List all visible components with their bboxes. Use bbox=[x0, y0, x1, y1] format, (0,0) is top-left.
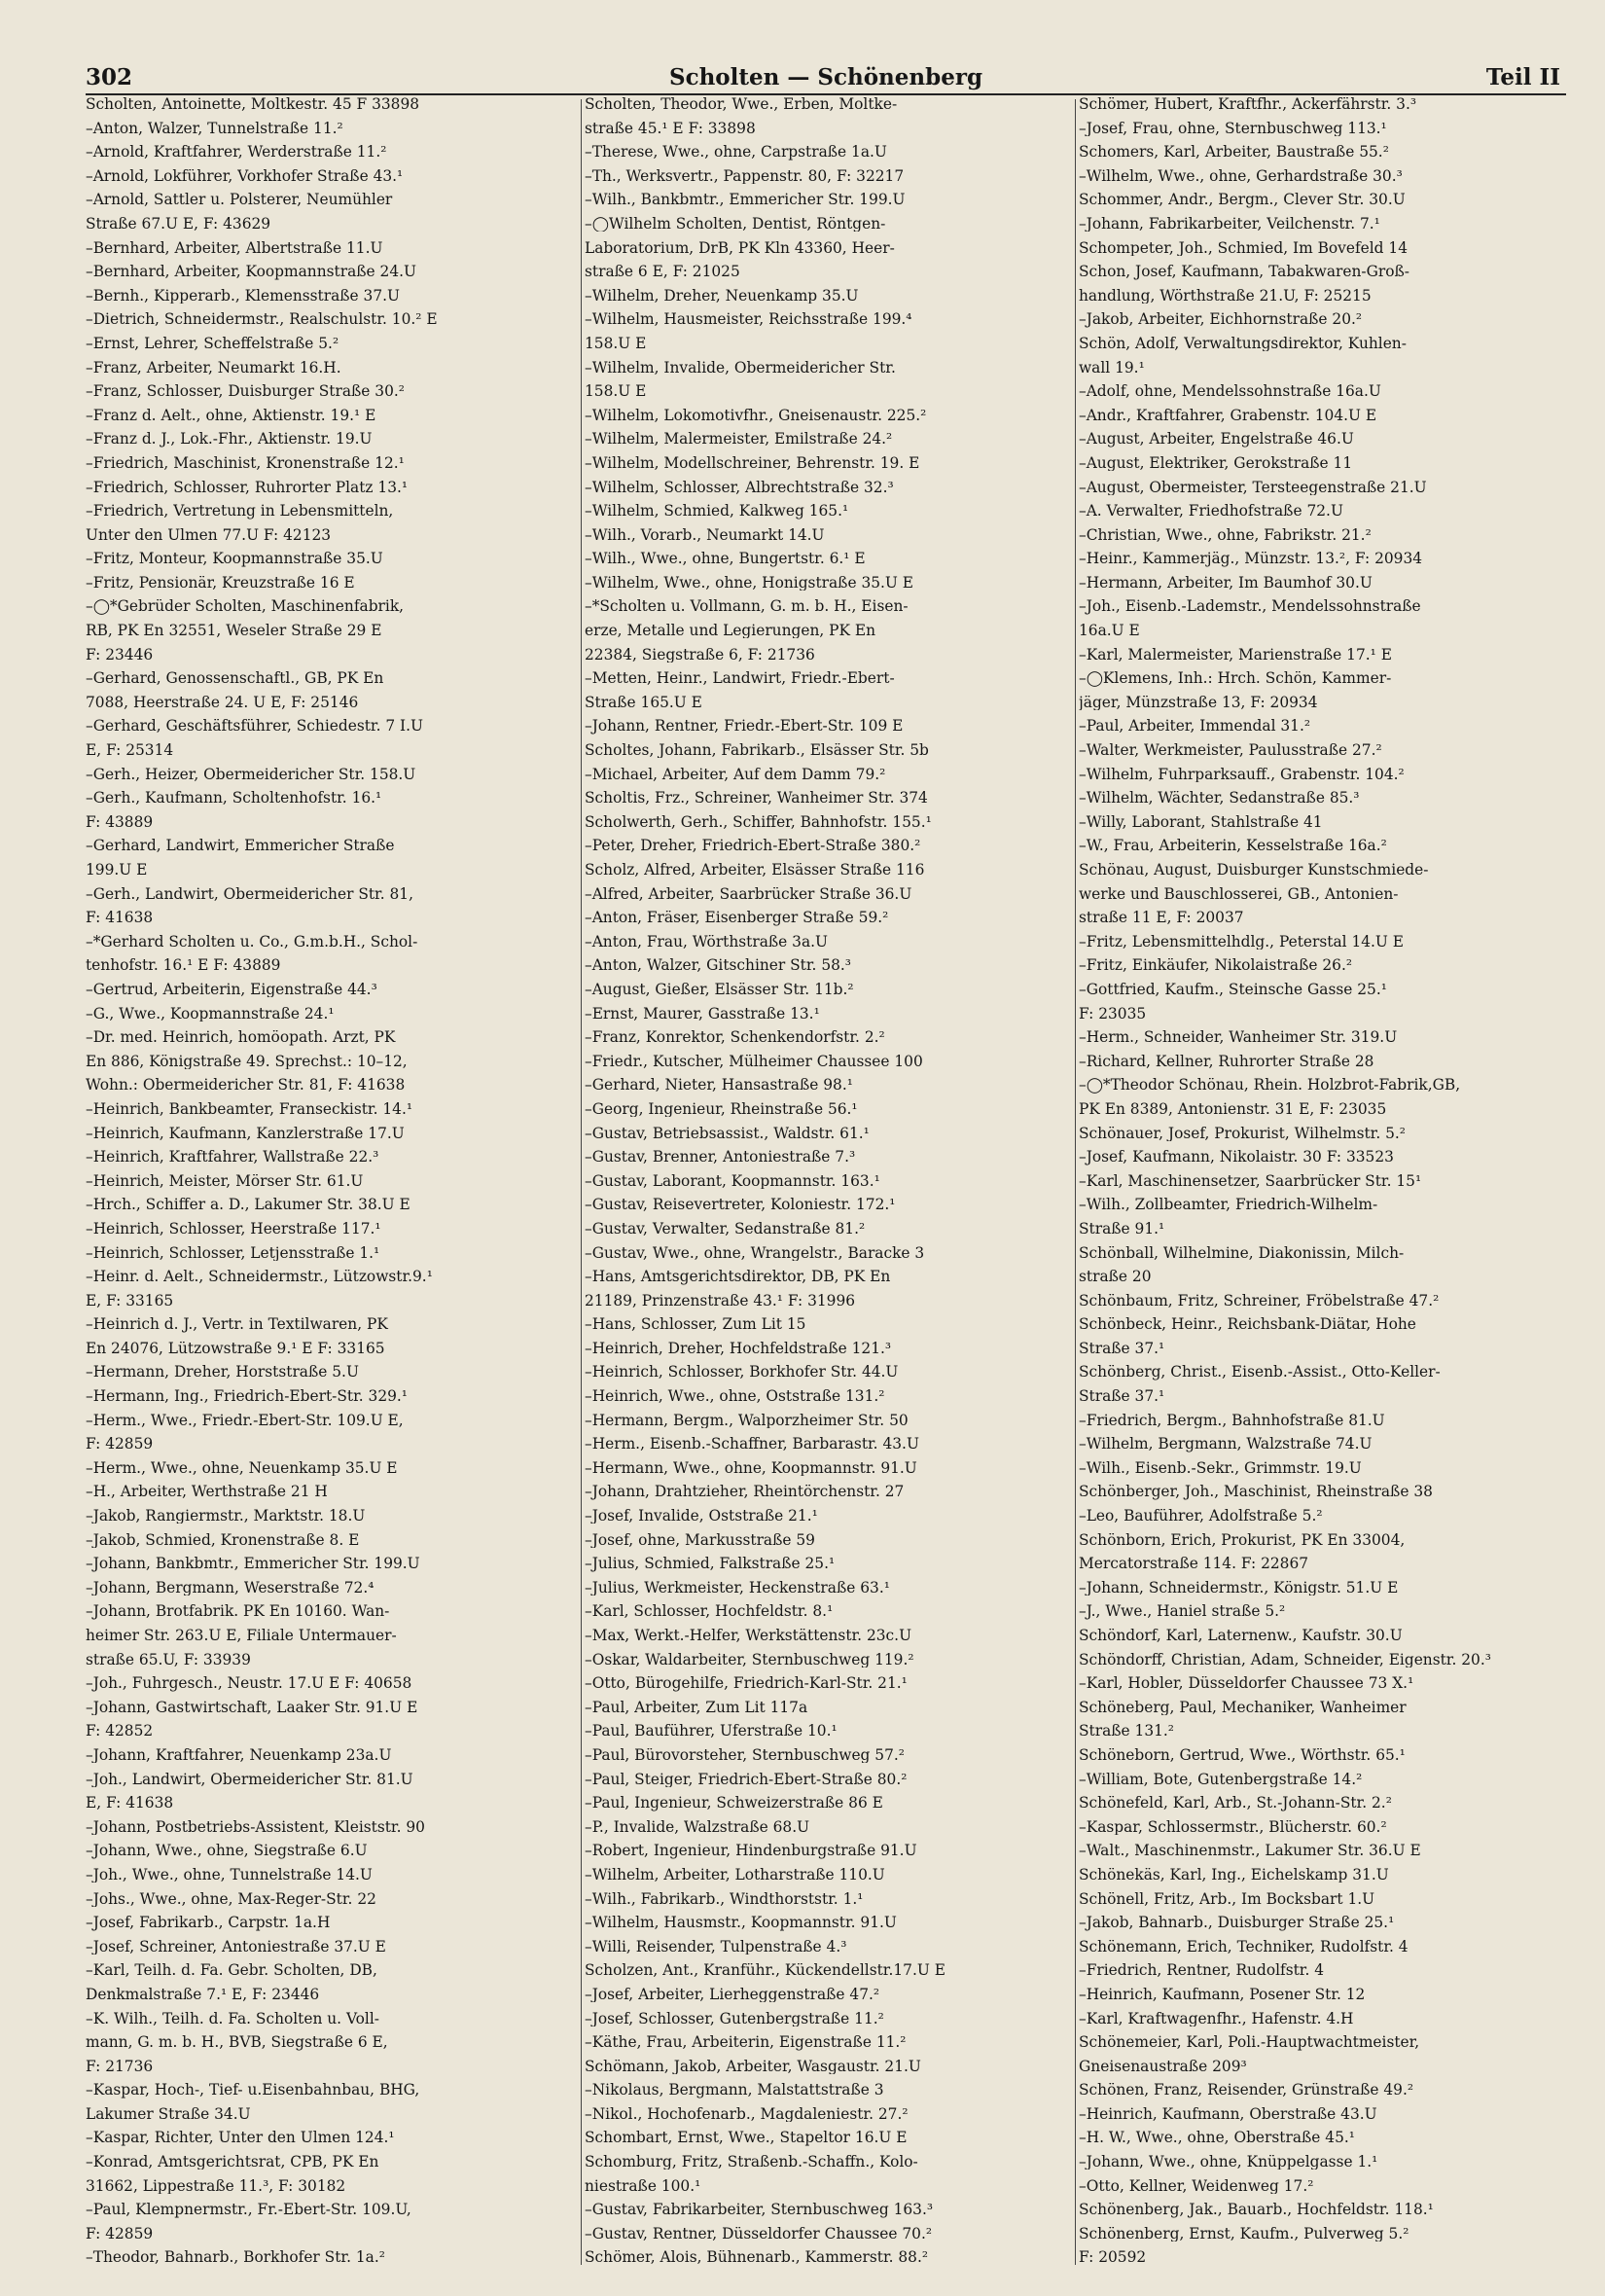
directory-entry-line: –Gertrud, Arbeiterin, Eigenstraße 44.³ bbox=[86, 982, 377, 998]
directory-entry-line: –Nikol., Hochofenarb., Magdaleniestr. 27.² bbox=[585, 2106, 909, 2123]
directory-entry-line: Schönell, Fritz, Arb., Im Bocksbart 1.U bbox=[1079, 1891, 1375, 1907]
directory-entry-line: Schönberger, Joh., Maschinist, Rheinstraße 38 bbox=[1079, 1485, 1433, 1500]
directory-entry-line: E, F: 25314 bbox=[86, 743, 174, 759]
directory-entry-line: Schompeter, Joh., Schmied, Im Bovefeld 14 bbox=[1079, 240, 1408, 256]
directory-entry-line: –Bernh., Kipperarb., Klemensstraße 37.U bbox=[86, 288, 401, 305]
directory-entry-line: –Bernhard, Arbeiter, Koopmannstraße 24.U bbox=[86, 265, 416, 280]
directory-entry-line: 158.U E bbox=[585, 384, 647, 400]
directory-entry-line: –Johann, Fabrikarbeiter, Veilchenstr. 7.¹ bbox=[1079, 216, 1380, 233]
directory-entry-line: –Heinrich, Kaufmann, Kanzlerstraße 17.U bbox=[86, 1126, 405, 1141]
directory-entry-line: heimer Str. 263.U E, Filiale Untermauer- bbox=[86, 1629, 397, 1644]
directory-entry-line: –Karl, Malermeister, Marienstraße 17.¹ E bbox=[1079, 647, 1392, 664]
directory-entry-line: –Wilhelm, Modellschreiner, Behrenstr. 19. E bbox=[585, 455, 920, 472]
directory-entry-line: –Paul, Bauführer, Uferstraße 10.¹ bbox=[585, 1724, 838, 1740]
directory-entry-line: F: 42852 bbox=[86, 1724, 154, 1740]
directory-entry-line: –Hermann, Dreher, Horststraße 5.U bbox=[86, 1365, 359, 1381]
directory-entry-line: Scholten, Theodor, Wwe., Erben, Moltke- bbox=[585, 97, 898, 113]
directory-entry-line: –Karl, Teilh. d. Fa. Gebr. Scholten, DB, bbox=[86, 1963, 377, 1979]
directory-entry-line: –◯*Theodor Schönau, Rhein. Holzbrot-Fabrik,GB, bbox=[1079, 1078, 1461, 1094]
directory-entry-line: –Josef, Invalide, Oststraße 21.¹ bbox=[585, 1509, 818, 1525]
directory-entry-line: F: 20592 bbox=[1079, 2250, 1147, 2266]
directory-entry-line: –Wilhelm, Bergmann, Walzstraße 74.U bbox=[1079, 1437, 1373, 1453]
directory-entry-line: –Franz, Schlosser, Duisburger Straße 30.² bbox=[86, 384, 405, 400]
part-label: Teil II bbox=[1485, 64, 1560, 90]
directory-entry-line: –Th., Werksvertr., Pappenstr. 80, F: 32217 bbox=[585, 168, 905, 185]
directory-entry-line: –Max, Werkt.-Helfer, Werkstättenstr. 23c.U bbox=[585, 1629, 912, 1644]
directory-entry-line: werke und Bauschlosserei, GB., Antonien- bbox=[1079, 886, 1399, 902]
directory-entry-line: –Wilhelm, Hausmstr., Koopmannstr. 91.U bbox=[585, 1916, 897, 1931]
directory-entry-line: –Josef, Arbeiter, Lierheggenstraße 47.² bbox=[585, 1987, 880, 2003]
directory-entry-line: –Gustav, Fabrikarbeiter, Sternbuschweg 163.³ bbox=[585, 2203, 934, 2218]
directory-entry-line: F: 42859 bbox=[86, 2226, 154, 2242]
directory-entry-line: –Paul, Ingenieur, Schweizerstraße 86 E bbox=[585, 1796, 883, 1812]
directory-entry-line: –Alfred, Arbeiter, Saarbrücker Straße 36.U bbox=[585, 886, 912, 902]
directory-entry-line: PK En 8389, Antonienstr. 31 E, F: 23035 bbox=[1079, 1101, 1387, 1118]
directory-entry-line: Mercatorstraße 114. F: 22867 bbox=[1079, 1557, 1309, 1572]
directory-entry-line: –Paul, Arbeiter, Zum Lit 117a bbox=[585, 1700, 808, 1716]
directory-entry-line: F: 43889 bbox=[86, 814, 154, 831]
directory-entry-line: handlung, Wörthstraße 21.U, F: 25215 bbox=[1079, 288, 1372, 305]
directory-entry-line: –August, Gießer, Elsässer Str. 11b.² bbox=[585, 982, 854, 998]
directory-entry-line: –Hans, Amtsgerichtsdirektor, DB, PK En bbox=[585, 1270, 891, 1285]
directory-entry-line: –Wilh., Vorarb., Neumarkt 14.U bbox=[585, 527, 825, 544]
directory-entry-line: mann, G. m. b. H., BVB, Siegstraße 6 E, bbox=[86, 2035, 388, 2051]
directory-entry-line: –Anton, Fräser, Eisenberger Straße 59.² bbox=[585, 911, 889, 926]
directory-entry-line: –Herm., Eisenb.-Schaffner, Barbarastr. 43.U bbox=[585, 1437, 919, 1453]
directory-entry-line: –Johann, Kraftfahrer, Neuenkamp 23a.U bbox=[86, 1747, 392, 1764]
directory-entry-line: straße 45.¹ E F: 33898 bbox=[585, 121, 756, 136]
directory-entry-line: Lakumer Straße 34.U bbox=[86, 2106, 251, 2123]
directory-entry-line: Schömer, Hubert, Kraftfhr., Ackerfährstr. 3.³ bbox=[1079, 97, 1417, 113]
directory-entry-line: –◯*Gebrüder Scholten, Maschinenfabrik, bbox=[86, 599, 405, 615]
directory-entry-line: F: 23035 bbox=[1079, 1006, 1147, 1022]
directory-entry-line: –Joh., Wwe., ohne, Tunnelstraße 14.U bbox=[86, 1867, 373, 1883]
directory-entry-line: Denkmalstraße 7.¹ E, F: 23446 bbox=[86, 1987, 320, 2003]
directory-entry-line: Schöneberg, Paul, Mechaniker, Wanheimer bbox=[1079, 1700, 1407, 1716]
directory-entry-line: –Oskar, Waldarbeiter, Sternbuschweg 119.² bbox=[585, 1652, 914, 1668]
directory-entry-line: Schönekäs, Karl, Ing., Eichelskamp 31.U bbox=[1079, 1867, 1389, 1883]
column-1 bbox=[86, 97, 577, 2267]
directory-entry-line: Straße 37.¹ bbox=[1079, 1389, 1165, 1405]
directory-entry-line: Wohn.: Obermeidericher Str. 81, F: 41638 bbox=[86, 1078, 406, 1094]
directory-entry-line: Schöndorff, Christian, Adam, Schneider, Eigenstr. 20.³ bbox=[1079, 1652, 1491, 1668]
directory-entry-line: –Leo, Bauführer, Adolfstraße 5.² bbox=[1079, 1509, 1323, 1525]
directory-entry-line: –Wilhelm, Invalide, Obermeidericher Str. bbox=[585, 360, 896, 376]
directory-entry-line: Schönball, Wilhelmine, Diakonissin, Milch- bbox=[1079, 1245, 1405, 1261]
directory-entry-line: –Friedrich, Vertretung in Lebensmitteln, bbox=[86, 504, 394, 520]
directory-entry-line: –Gerhard, Genossenschaftl., GB, PK En bbox=[86, 671, 384, 687]
directory-entry-line: –Gerh., Heizer, Obermeidericher Str. 158.U bbox=[86, 767, 416, 783]
directory-entry-line: –Dr. med. Heinrich, homöopath. Arzt, PK bbox=[86, 1030, 396, 1046]
directory-entry-line: –Gerh., Kaufmann, Scholtenhofstr. 16.¹ bbox=[86, 791, 382, 807]
directory-entry-line: –Heinrich, Kraftfahrer, Wallstraße 22.³ bbox=[86, 1150, 379, 1166]
directory-entry-line: –G., Wwe., Koopmannstraße 24.¹ bbox=[86, 1006, 335, 1022]
directory-entry-line: –P., Invalide, Walzstraße 68.U bbox=[585, 1819, 810, 1836]
directory-entry-line: –Anton, Walzer, Gitschiner Str. 58.³ bbox=[585, 958, 851, 974]
directory-entry-line: Schönbaum, Fritz, Schreiner, Fröbelstraße 47.² bbox=[1079, 1293, 1440, 1309]
directory-entry-line: jäger, Münzstraße 13, F: 20934 bbox=[1079, 695, 1318, 711]
directory-entry-line: –Wilhelm, Fuhrparksauff., Grabenstr. 104.² bbox=[1079, 767, 1405, 783]
directory-entry-line: Schönemeier, Karl, Poli.-Hauptwachtmeister, bbox=[1079, 2035, 1420, 2051]
directory-entry-line: –Hrch., Schiffer a. D., Lakumer Str. 38.U E bbox=[86, 1198, 410, 1213]
directory-entry-line: 16a.U E bbox=[1079, 624, 1140, 639]
directory-entry-line: –Karl, Maschinensetzer, Saarbrücker Str. 15¹ bbox=[1079, 1173, 1422, 1190]
directory-entry-line: –Franz d. J., Lok.-Fhr., Aktienstr. 19.U bbox=[86, 432, 373, 448]
directory-entry-line: Schönberg, Christ., Eisenb.-Assist., Otto-Keller- bbox=[1079, 1365, 1441, 1381]
directory-entry-line: –Paul, Klempnermstr., Fr.-Ebert-Str. 109.U, bbox=[86, 2203, 411, 2218]
directory-entry-line: –Josef, Kaufmann, Nikolaistr. 30 F: 33523 bbox=[1079, 1150, 1394, 1166]
directory-entry-line: –Otto, Kellner, Weidenweg 17.² bbox=[1079, 2178, 1314, 2195]
directory-entry-line: –Metten, Heinr., Landwirt, Friedr.-Ebert- bbox=[585, 671, 895, 687]
directory-entry-line: –Heinrich, Kaufmann, Posener Str. 12 bbox=[1079, 1987, 1366, 2003]
directory-entry-line: –Jakob, Arbeiter, Eichhornstraße 20.² bbox=[1079, 312, 1363, 328]
directory-entry-line: –A. Verwalter, Friedhofstraße 72.U bbox=[1079, 504, 1343, 520]
directory-entry-line: Schön, Adolf, Verwaltungsdirektor, Kuhlen- bbox=[1079, 336, 1407, 352]
directory-entry-line: –Willi, Reisender, Tulpenstraße 4.³ bbox=[585, 1939, 847, 1955]
page-header bbox=[86, 58, 1566, 93]
directory-entry-line: –Gottfried, Kaufm., Steinsche Gasse 25.¹ bbox=[1079, 982, 1387, 998]
directory-entry-line: –Heinr., Kammerjäg., Münzstr. 13.², F: 20934 bbox=[1079, 552, 1423, 567]
directory-entry-line: Schönau, August, Duisburger Kunstschmiede- bbox=[1079, 863, 1429, 879]
directory-entry-line: Schönemann, Erich, Techniker, Rudolfstr. 4 bbox=[1079, 1939, 1409, 1955]
directory-entry-line: Unter den Ulmen 77.U F: 42123 bbox=[86, 527, 332, 544]
directory-entry-line: –Hermann, Ing., Friedrich-Ebert-Str. 329.¹ bbox=[86, 1389, 408, 1405]
directory-entry-line: straße 20 bbox=[1079, 1270, 1152, 1285]
directory-entry-line: –Wilhelm, Wächter, Sedanstraße 85.³ bbox=[1079, 791, 1360, 807]
directory-entry-line: –Paul, Arbeiter, Immendal 31.² bbox=[1079, 719, 1311, 735]
directory-entry-line: Schon, Josef, Kaufmann, Tabakwaren-Groß- bbox=[1079, 265, 1409, 280]
directory-entry-line: F: 21736 bbox=[86, 2059, 154, 2075]
directory-entry-line: –Fritz, Einkäufer, Nikolaistraße 26.² bbox=[1079, 958, 1353, 974]
directory-entry-line: –Hermann, Bergm., Walporzheimer Str. 50 bbox=[585, 1413, 909, 1429]
directory-entry-line: –Joh., Fuhrgesch., Neustr. 17.U E F: 40658 bbox=[86, 1676, 412, 1692]
directory-entry-line: –Wilhelm, Malermeister, Emilstraße 24.² bbox=[585, 432, 893, 448]
directory-entry-line: Schomburg, Fritz, Straßenb.-Schaffn., Kolo- bbox=[585, 2155, 918, 2170]
directory-entry-line: 199.U E bbox=[86, 863, 148, 879]
directory-entry-line: –Walt., Maschinenmstr., Lakumer Str. 36.U E bbox=[1079, 1844, 1421, 1859]
directory-entry-line: –Gustav, Rentner, Düsseldorfer Chaussee 70.² bbox=[585, 2226, 933, 2242]
directory-entry-line: –Arnold, Lokführer, Vorkhofer Straße 43.¹ bbox=[86, 168, 404, 185]
directory-entry-line: –*Gerhard Scholten u. Co., G.m.b.H., Schol- bbox=[86, 934, 418, 951]
directory-entry-line: –Käthe, Frau, Arbeiterin, Eigenstraße 11.² bbox=[585, 2035, 907, 2051]
directory-entry-line: –Herm., Wwe., Friedr.-Ebert-Str. 109.U E, bbox=[86, 1413, 404, 1429]
directory-entry-line: tenhofstr. 16.¹ E F: 43889 bbox=[86, 958, 281, 974]
directory-entry-line: –Wilhelm, Arbeiter, Lotharstraße 110.U bbox=[585, 1867, 885, 1883]
directory-entry-line: –Johs., Wwe., ohne, Max-Reger-Str. 22 bbox=[86, 1891, 376, 1907]
directory-entry-line: –Dietrich, Schneidermstr., Realschulstr. 10.² E bbox=[86, 312, 438, 328]
directory-entry-line: –Otto, Bürogehilfe, Friedrich-Karl-Str. 21.¹ bbox=[585, 1676, 908, 1692]
directory-entry-line: Straße 37.¹ bbox=[1079, 1341, 1165, 1357]
directory-entry-line: –Heinr. d. Aelt., Schneidermstr., Lützowstr.9.¹ bbox=[86, 1270, 433, 1285]
directory-entry-line: –Heinrich d. J., Vertr. in Textilwaren, PK bbox=[86, 1317, 388, 1333]
directory-entry-line: Laboratorium, DrB, PK Kln 43360, Heer- bbox=[585, 240, 895, 256]
directory-entry-line: –Wilhelm, Schmied, Kalkweg 165.¹ bbox=[585, 504, 849, 520]
directory-entry-line: –H., Arbeiter, Werthstraße 21 H bbox=[86, 1485, 328, 1500]
directory-entry-line: –◯Wilhelm Scholten, Dentist, Röntgen- bbox=[585, 216, 886, 233]
directory-entry-line: Schommer, Andr., Bergm., Clever Str. 30.U bbox=[1079, 193, 1406, 208]
directory-entry-line: Straße 91.¹ bbox=[1079, 1221, 1165, 1238]
directory-entry-line: F: 23446 bbox=[86, 647, 154, 664]
directory-entry-line: erze, Metalle und Legierungen, PK En bbox=[585, 624, 876, 639]
directory-entry-line: –Heinrich, Dreher, Hochfeldstraße 121.³ bbox=[585, 1341, 892, 1357]
directory-entry-line: Straße 131.² bbox=[1079, 1724, 1174, 1740]
directory-entry-line: 158.U E bbox=[585, 336, 647, 352]
directory-entry-line: –Friedrich, Bergm., Bahnhofstraße 81.U bbox=[1079, 1413, 1385, 1429]
directory-entry-line: Schomers, Karl, Arbeiter, Baustraße 55.² bbox=[1079, 145, 1389, 161]
directory-entry-line: –Franz, Konrektor, Schenkendorfstr. 2.² bbox=[585, 1030, 885, 1046]
directory-entry-line: straße 11 E, F: 20037 bbox=[1079, 911, 1244, 926]
directory-entry-line: –Josef, Schlosser, Gutenbergstraße 11.² bbox=[585, 2011, 884, 2027]
directory-entry-line: Schönbeck, Heinr., Reichsbank-Diätar, Hohe bbox=[1079, 1317, 1416, 1333]
directory-entry-line: –Josef, ohne, Markusstraße 59 bbox=[585, 1532, 815, 1549]
directory-entry-line: –Gustav, Betriebsassist., Waldstr. 61.¹ bbox=[585, 1126, 870, 1141]
directory-entry-line: –Paul, Steiger, Friedrich-Ebert-Straße 80.² bbox=[585, 1772, 908, 1787]
directory-entry-line: –Herm., Wwe., ohne, Neuenkamp 35.U E bbox=[86, 1460, 398, 1477]
column-3 bbox=[1079, 97, 1575, 2267]
directory-entry-line: –Karl, Kraftwagenfhr., Hafenstr. 4.H bbox=[1079, 2011, 1354, 2027]
directory-entry-line: straße 6 E, F: 21025 bbox=[585, 265, 740, 280]
directory-entry-line: –Therese, Wwe., ohne, Carpstraße 1a.U bbox=[585, 145, 887, 161]
directory-entry-line: Scholzen, Ant., Kranführ., Kückendellstr.17.U E bbox=[585, 1963, 945, 1979]
directory-entry-line: RB, PK En 32551, Weseler Straße 29 E bbox=[86, 624, 382, 639]
directory-entry-line: –Johann, Brotfabrik. PK En 10160. Wan- bbox=[86, 1604, 390, 1620]
directory-entry-line: –Hans, Schlosser, Zum Lit 15 bbox=[585, 1317, 806, 1333]
directory-entry-line: –Bernhard, Arbeiter, Albertstraße 11.U bbox=[86, 240, 383, 256]
directory-entry-line: –Adolf, ohne, Mendelssohnstraße 16a.U bbox=[1079, 384, 1381, 400]
directory-entry-line: –Wilhelm, Wwe., ohne, Honigstraße 35.U E bbox=[585, 575, 914, 592]
directory-entry-line: –Richard, Kellner, Ruhrorter Straße 28 bbox=[1079, 1054, 1374, 1070]
directory-entry-line: –Heinrich, Schlosser, Heerstraße 117.¹ bbox=[86, 1221, 381, 1238]
directory-entry-line: –Johann, Postbetriebs-Assistent, Kleiststr. 90 bbox=[86, 1819, 425, 1836]
directory-entry-line: –Wilhelm, Lokomotivfhr., Gneisenaustr. 225.² bbox=[585, 408, 927, 424]
directory-entry-line: –Joh., Landwirt, Obermeidericher Str. 81.U bbox=[86, 1772, 413, 1787]
directory-entry-line: –Nikolaus, Bergmann, Malstattstraße 3 bbox=[585, 2083, 884, 2099]
directory-entry-line: –Friedr., Kutscher, Mülheimer Chaussee 100 bbox=[585, 1054, 923, 1070]
directory-entry-line: Schömann, Jakob, Arbeiter, Wasgaustr. 21.U bbox=[585, 2059, 921, 2075]
directory-entry-line: –Gerhard, Nieter, Hansastraße 98.¹ bbox=[585, 1078, 853, 1094]
directory-entry-line: –Michael, Arbeiter, Auf dem Damm 79.² bbox=[585, 767, 886, 783]
directory-entry-line: –Julius, Schmied, Falkstraße 25.¹ bbox=[585, 1557, 836, 1572]
directory-entry-line: –Franz d. Aelt., ohne, Aktienstr. 19.¹ E bbox=[86, 408, 376, 424]
directory-entry-line: –H. W., Wwe., ohne, Oberstraße 45.¹ bbox=[1079, 2131, 1355, 2146]
directory-entry-line: –Kaspar, Richter, Unter den Ulmen 124.¹ bbox=[86, 2131, 395, 2146]
directory-entry-line: –Johann, Gastwirtschaft, Laaker Str. 91.U E bbox=[86, 1700, 418, 1716]
directory-entry-line: –Walter, Werkmeister, Paulusstraße 27.² bbox=[1079, 743, 1382, 759]
directory-entry-line: –Jakob, Bahnarb., Duisburger Straße 25.¹ bbox=[1079, 1916, 1395, 1931]
directory-entry-line: Straße 165.U E bbox=[585, 695, 702, 711]
directory-entry-line: –Gustav, Reisevertreter, Koloniestr. 172.¹ bbox=[585, 1198, 896, 1213]
directory-entry-line: –Wilhelm, Hausmeister, Reichsstraße 199.⁴ bbox=[585, 312, 912, 328]
directory-entry-line: –Wilh., Wwe., ohne, Bungertstr. 6.¹ E bbox=[585, 552, 866, 567]
directory-entry-line: En 24076, Lützowstraße 9.¹ E F: 33165 bbox=[86, 1341, 385, 1357]
directory-entry-line: –Jakob, Schmied, Kronenstraße 8. E bbox=[86, 1532, 360, 1549]
directory-entry-line: –Heinrich, Schlosser, Letjensstraße 1.¹ bbox=[86, 1245, 380, 1261]
directory-entry-line: Schönborn, Erich, Prokurist, PK En 33004, bbox=[1079, 1532, 1406, 1549]
directory-entry-line: –Friedrich, Schlosser, Ruhrorter Platz 13.¹ bbox=[86, 480, 409, 495]
directory-entry-line: –Karl, Hobler, Düsseldorfer Chaussee 73 X.¹ bbox=[1079, 1676, 1414, 1692]
directory-entry-line: Schönefeld, Karl, Arb., St.-Johann-Str. 2.² bbox=[1079, 1796, 1392, 1812]
directory-entry-line: –Johann, Wwe., ohne, Knüppelgasse 1.¹ bbox=[1079, 2155, 1378, 2170]
directory-entry-line: Scholten, Antoinette, Moltkestr. 45 F 33898 bbox=[86, 97, 420, 113]
directory-entry-line: –◯Klemens, Inh.: Hrch. Schön, Kammer- bbox=[1079, 671, 1392, 687]
directory-entry-line: –Friedrich, Maschinist, Kronenstraße 12.¹ bbox=[86, 455, 405, 472]
directory-entry-line: –Joh., Eisenb.-Lademstr., Mendelssohnstraße bbox=[1079, 599, 1421, 615]
column-divider bbox=[1075, 99, 1076, 2265]
directory-entry-line: –Hermann, Wwe., ohne, Koopmannstr. 91.U bbox=[585, 1460, 917, 1477]
directory-entry-line: –K. Wilh., Teilh. d. Fa. Scholten u. Voll- bbox=[86, 2011, 379, 2027]
directory-entry-line: niestraße 100.¹ bbox=[585, 2178, 701, 2195]
directory-entry-line: –Hermann, Arbeiter, Im Baumhof 30.U bbox=[1079, 575, 1373, 592]
directory-entry-line: Gneisenaustraße 209³ bbox=[1079, 2059, 1247, 2075]
directory-entry-line: –Ernst, Lehrer, Scheffelstraße 5.² bbox=[86, 336, 339, 352]
directory-entry-line: –Wilh., Bankbmtr., Emmericher Str. 199.U bbox=[585, 193, 906, 208]
directory-entry-line: En 886, Königstraße 49. Sprechst.: 10–12, bbox=[86, 1054, 408, 1070]
directory-entry-line: straße 65.U, F: 33939 bbox=[86, 1652, 251, 1668]
directory-entry-line: –Wilh., Fabrikarb., Windthorststr. 1.¹ bbox=[585, 1891, 864, 1907]
directory-entry-line: –Friedrich, Rentner, Rudolfstr. 4 bbox=[1079, 1963, 1325, 1979]
directory-entry-line: –Gerhard, Landwirt, Emmericher Straße bbox=[86, 839, 395, 854]
directory-entry-line: –August, Elektriker, Gerokstraße 11 bbox=[1079, 455, 1353, 472]
directory-entry-line: F: 41638 bbox=[86, 911, 154, 926]
directory-entry-line: –Wilhelm, Schlosser, Albrechtstraße 32.³ bbox=[585, 480, 894, 495]
directory-entry-line: –Karl, Schlosser, Hochfeldstr. 8.¹ bbox=[585, 1604, 834, 1620]
directory-entry-line: E, F: 41638 bbox=[86, 1796, 174, 1812]
directory-entry-line: –Peter, Dreher, Friedrich-Ebert-Straße 380.² bbox=[585, 839, 921, 854]
directory-entry-line: –Wilh., Eisenb.-Sekr., Grimmstr. 19.U bbox=[1079, 1460, 1362, 1477]
directory-entry-line: –Fritz, Monteur, Koopmannstraße 35.U bbox=[86, 552, 383, 567]
directory-entry-line: –August, Arbeiter, Engelstraße 46.U bbox=[1079, 432, 1354, 448]
directory-entry-line: 21189, Prinzenstraße 43.¹ F: 31996 bbox=[585, 1293, 856, 1309]
directory-entry-line: E, F: 33165 bbox=[86, 1293, 174, 1309]
directory-entry-line: –Willy, Laborant, Stahlstraße 41 bbox=[1079, 814, 1323, 831]
directory-entry-line: 22384, Siegstraße 6, F: 21736 bbox=[585, 647, 815, 664]
directory-entry-line: Schönenberg, Ernst, Kaufm., Pulverweg 5.² bbox=[1079, 2226, 1409, 2242]
directory-entry-line: Schönenberg, Jak., Bauarb., Hochfeldstr. 118.¹ bbox=[1079, 2203, 1434, 2218]
directory-entry-line: Scholtis, Frz., Schreiner, Wanheimer Str. 374 bbox=[585, 791, 928, 807]
directory-entry-line: 31662, Lippestraße 11.³, F: 30182 bbox=[86, 2178, 346, 2195]
directory-entry-line: –Johann, Wwe., ohne, Siegstraße 6.U bbox=[86, 1844, 368, 1859]
directory-entry-line: –William, Bote, Gutenbergstraße 14.² bbox=[1079, 1772, 1363, 1787]
directory-entry-line: Scholwerth, Gerh., Schiffer, Bahnhofstr. 155.¹ bbox=[585, 814, 932, 831]
directory-entry-line: –Josef, Fabrikarb., Carpstr. 1a.H bbox=[86, 1916, 331, 1931]
directory-entry-line: –Kaspar, Hoch-, Tief- u.Eisenbahnbau, BHG, bbox=[86, 2083, 420, 2099]
directory-entry-line: –Gustav, Wwe., ohne, Wrangelstr., Baracke 3 bbox=[585, 1245, 925, 1261]
directory-entry-line: –Gustav, Laborant, Koopmannstr. 163.¹ bbox=[585, 1173, 880, 1190]
column-2 bbox=[585, 97, 1071, 2267]
directory-entry-line: Scholz, Alfred, Arbeiter, Elsässer Straße 116 bbox=[585, 863, 925, 879]
directory-entry-line: Schönauer, Josef, Prokurist, Wilhelmstr. 5.² bbox=[1079, 1126, 1406, 1141]
directory-entry-line: –Wilh., Zollbeamter, Friedrich-Wilhelm- bbox=[1079, 1198, 1378, 1213]
directory-entry-line: –Georg, Ingenieur, Rheinstraße 56.¹ bbox=[585, 1101, 858, 1118]
column-divider bbox=[581, 99, 582, 2265]
page-title: Scholten — Schönenberg bbox=[668, 64, 983, 90]
directory-entry-line: –Wilhelm, Wwe., ohne, Gerhardstraße 30.³ bbox=[1079, 168, 1403, 185]
directory-entry-line: –Johann, Bergmann, Weserstraße 72.⁴ bbox=[86, 1580, 374, 1596]
directory-entry-line: –Anton, Walzer, Tunnelstraße 11.² bbox=[86, 121, 343, 136]
directory-entry-line: –Paul, Bürovorsteher, Sternbuschweg 57.² bbox=[585, 1747, 905, 1764]
directory-entry-line: –Johann, Drahtzieher, Rheintörchenstr. 27 bbox=[585, 1485, 905, 1500]
directory-entry-line: –Arnold, Kraftfahrer, Werderstraße 11.² bbox=[86, 145, 387, 161]
directory-entry-line: –Johann, Schneidermstr., Königstr. 51.U E bbox=[1079, 1580, 1399, 1596]
directory-entry-line: –Josef, Frau, ohne, Sternbuschweg 113.¹ bbox=[1079, 121, 1387, 136]
directory-entry-line: Schöndorf, Karl, Laternenw., Kaufstr. 30.U bbox=[1079, 1629, 1403, 1644]
directory-entry-line: –Wilhelm, Dreher, Neuenkamp 35.U bbox=[585, 288, 859, 305]
directory-entry-line: –*Scholten u. Vollmann, G. m. b. H., Eisen- bbox=[585, 599, 909, 615]
header-rule bbox=[86, 93, 1566, 95]
directory-entry-line: Schömer, Alois, Bühnenarb., Kammerstr. 88.² bbox=[585, 2250, 929, 2266]
directory-entry-line: –Heinrich, Kaufmann, Oberstraße 43.U bbox=[1079, 2106, 1377, 2123]
directory-entry-line: Schombart, Ernst, Wwe., Stapeltor 16.U E bbox=[585, 2131, 908, 2146]
directory-entry-line: Schönen, Franz, Reisender, Grünstraße 49.² bbox=[1079, 2083, 1414, 2099]
directory-entry-line: –Heinrich, Wwe., ohne, Oststraße 131.² bbox=[585, 1389, 885, 1405]
directory-entry-line: –Jakob, Rangiermstr., Marktstr. 18.U bbox=[86, 1509, 366, 1525]
directory-entry-line: –Julius, Werkmeister, Heckenstraße 63.¹ bbox=[585, 1580, 890, 1596]
directory-entry-line: –Gerhard, Geschäftsführer, Schiedestr. 7 I.U bbox=[86, 719, 423, 735]
directory-entry-line: –Gerh., Landwirt, Obermeidericher Str. 81, bbox=[86, 886, 413, 902]
directory-entry-line: –Christian, Wwe., ohne, Fabrikstr. 21.² bbox=[1079, 527, 1372, 544]
directory-entry-line: –Theodor, Bahnarb., Borkhofer Str. 1a.² bbox=[86, 2250, 385, 2266]
directory-entry-line: –Fritz, Pensionär, Kreuzstraße 16 E bbox=[86, 575, 355, 592]
directory-entry-line: Scholtes, Johann, Fabrikarb., Elsässer Str. 5b bbox=[585, 743, 929, 759]
directory-entry-line: wall 19.¹ bbox=[1079, 360, 1145, 376]
directory-entry-line: –Ernst, Maurer, Gasstraße 13.¹ bbox=[585, 1006, 820, 1022]
directory-entry-line: Schöneborn, Gertrud, Wwe., Wörthstr. 65.¹ bbox=[1079, 1747, 1406, 1764]
directory-entry-line: –Fritz, Lebensmittelhdlg., Peterstal 14.U E bbox=[1079, 934, 1405, 951]
directory-entry-line: –Konrad, Amtsgerichtsrat, CPB, PK En bbox=[86, 2155, 379, 2170]
directory-entry-line: –J., Wwe., Haniel straße 5.² bbox=[1079, 1604, 1286, 1620]
directory-entry-line: –Johann, Bankbmtr., Emmericher Str. 199.U bbox=[86, 1557, 420, 1572]
directory-entry-line: –Heinrich, Meister, Mörser Str. 61.U bbox=[86, 1173, 364, 1190]
directory-entry-line: 7088, Heerstraße 24. U E, F: 25146 bbox=[86, 695, 359, 711]
directory-entry-line: –Kaspar, Schlossermstr., Blücherstr. 60.² bbox=[1079, 1819, 1387, 1836]
directory-entry-line: –Heinrich, Schlosser, Borkhofer Str. 44.U bbox=[585, 1365, 899, 1381]
directory-entry-line: –Arnold, Sattler u. Polsterer, Neumühler bbox=[86, 193, 393, 208]
directory-entry-line: –W., Frau, Arbeiterin, Kesselstraße 16a.² bbox=[1079, 839, 1387, 854]
directory-entry-line: –August, Obermeister, Tersteegenstraße 21.U bbox=[1079, 480, 1427, 495]
directory-entry-line: –Gustav, Verwalter, Sedanstraße 81.² bbox=[585, 1221, 866, 1238]
directory-entry-line: –Herm., Schneider, Wanheimer Str. 319.U bbox=[1079, 1030, 1398, 1046]
directory-entry-line: –Heinrich, Bankbeamter, Franseckistr. 14.¹ bbox=[86, 1101, 413, 1118]
directory-entry-line: –Anton, Frau, Wörthstraße 3a.U bbox=[585, 934, 828, 951]
directory-entry-line: –Josef, Schreiner, Antoniestraße 37.U E bbox=[86, 1939, 386, 1955]
directory-entry-line: –Johann, Rentner, Friedr.-Ebert-Str. 109 E bbox=[585, 719, 904, 735]
directory-entry-line: F: 42859 bbox=[86, 1437, 154, 1453]
directory-entry-line: Straße 67.U E, F: 43629 bbox=[86, 216, 271, 233]
directory-entry-line: –Robert, Ingenieur, Hindenburgstraße 91.U bbox=[585, 1844, 917, 1859]
directory-entry-line: –Gustav, Brenner, Antoniestraße 7.³ bbox=[585, 1150, 856, 1166]
page-number: 302 bbox=[86, 64, 133, 90]
directory-entry-line: –Andr., Kraftfahrer, Grabenstr. 104.U E bbox=[1079, 408, 1377, 424]
directory-entry-line: –Franz, Arbeiter, Neumarkt 16.H. bbox=[86, 360, 341, 376]
